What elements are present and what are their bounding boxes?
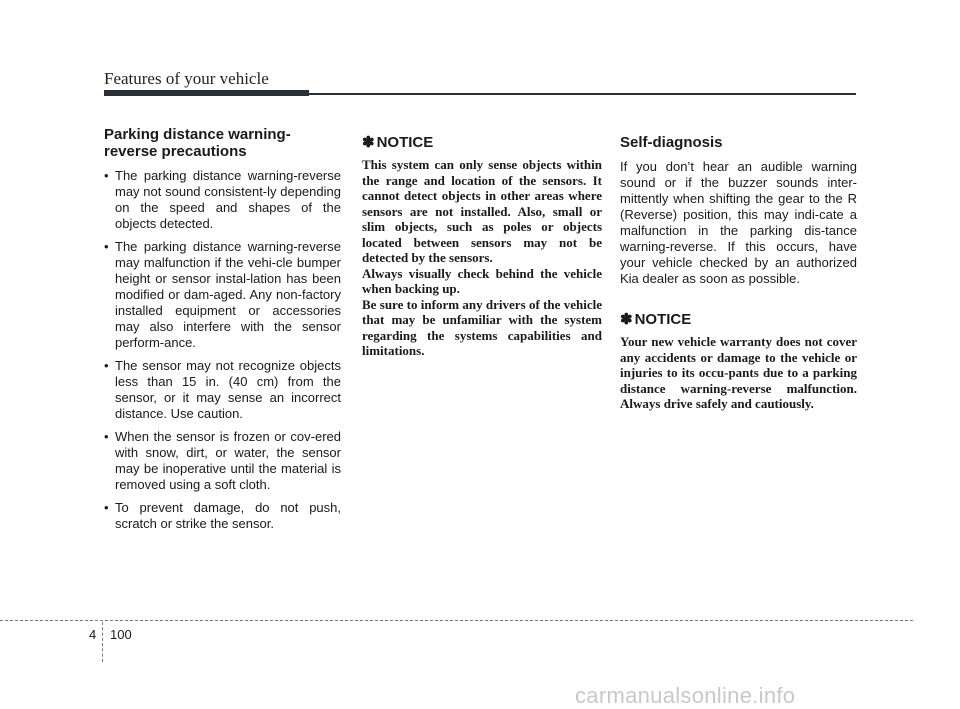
header-bar [104,90,309,96]
self-diagnosis-text: If you don’t hear an audible warning sound or if the buzzer sounds inter-mittently when shifting the gear to the R (Reverse) position, this may indi-cate a malfunction in the parking dis-tance warning-reverse. If this occurs, have your vehicle checked by an authorized Kia dealer as soon as possible. [620,159,857,286]
notice-heading [620,311,857,328]
list-item: • The parking distance warning-reverse may malfunction if the vehi-cle bumper height or sensor instal-lation has been modified or dam-aged. Any non-factory installed equipment or accessories may also interfere with the sensor perform-ance. [104,239,341,351]
notice-body [362,157,602,359]
column-self-diagnosis [620,134,857,412]
list-item: • The parking distance warning-reverse may not sound consistent-ly depending on the speed and shapes of the objects detected. [104,168,341,232]
page-number: 100 [110,627,132,642]
notice-paragraph: Your new vehicle warranty does not cover any accidents or damage to the vehicle or injuries to its occu-pants due to a parking distance warning-reverse malfunction. Always drive safely and cautiously. [620,334,857,411]
notice-paragraph: This system can only sense objects within the range and location of the sensors. It cannot detect objects in other areas where sensors are not installed. Also, small or slim objects, such as poles or objects located between sensors may not be detected by the sensors. [362,157,602,265]
notice-paragraph: Be sure to inform any drivers of the vehicle that may be unfamiliar with the system regarding the systems capabilities and limitations. [362,296,602,358]
precautions-list [104,168,341,532]
notice-title: NOTICE [376,134,434,151]
footer-vertical-divider [102,622,103,662]
watermark-text: carmanualsonline.info [575,683,796,708]
footer-divider [0,620,913,621]
page-header-title: Features of your vehicle [104,69,269,88]
asterisk-icon: ✽ [362,134,375,151]
column-notice [362,134,602,359]
list-item: • The sensor may not recognize objects less than 15 in. (40 cm) from the sensor, or it may sense an incorrect distance. Use caution. [104,358,341,422]
section-heading-self-diagnosis: Self-diagnosis [620,134,723,151]
chapter-number: 4 [89,627,97,642]
notice-title: NOTICE [634,311,692,328]
section-heading-precautions: Parking distance warning-reverse precautions [104,126,291,160]
column-precautions [104,126,341,539]
list-item: • To prevent damage, do not push, scratch or strike the sensor. [104,500,341,532]
list-item: • When the sensor is frozen or cov-ered with snow, dirt, or water, the sensor may be inoperative until the material is removed using a soft cloth. [104,429,341,493]
notice-paragraph: Always visually check behind the vehicle when backing up. [362,265,602,296]
header-rule [309,93,856,95]
notice-body [620,334,857,412]
asterisk-icon: ✽ [620,311,633,328]
notice-heading [362,134,602,151]
